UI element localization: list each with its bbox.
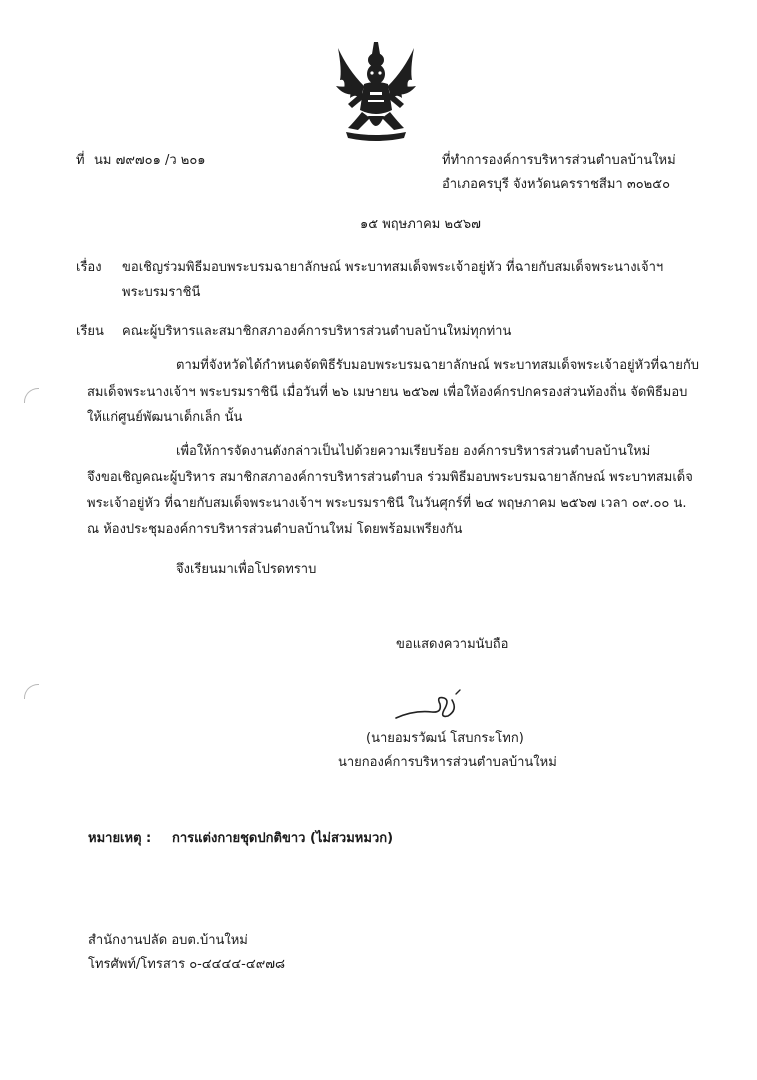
- punch-hole-mark: [24, 684, 39, 699]
- closing-request: จึงเรียนมาเพื่อโปรดทราบ: [176, 562, 317, 577]
- garuda-emblem: [334, 40, 418, 144]
- subject-label: เรื่อง: [76, 260, 102, 275]
- paragraph1-line2: สมเด็จพระนางเจ้าฯ พระบรมราชินี เมื่อวันที่ ๒๖ เมษายน ๒๕๖๗ เพื่อให้องค์กรปกครองส่วนท้องถิ่น จัดพิธีมอบ: [87, 385, 688, 400]
- paragraph1-line3: ให้แก่ศูนย์พัฒนาเด็กเล็ก นั้น: [87, 410, 243, 425]
- subject-line2: พระบรมราชินี: [122, 285, 201, 300]
- paragraph2-line3: พระเจ้าอยู่หัว ที่ฉายกับสมเด็จพระนางเจ้าฯ พระบรมราชินี ในวันศุกร์ที่ ๒๔ พฤษภาคม ๒๕๖๗ เวลา ๐๙.๐๐ น.: [87, 496, 687, 511]
- signer-name: (นายอมรวัฒน์ โสบกระโทก): [366, 731, 524, 746]
- phone-fax: โทรศัพท์/โทรสาร ๐-๔๔๔๔-๔๙๗๘: [88, 957, 286, 972]
- to-label: เรียน: [76, 324, 104, 339]
- signature: [392, 688, 472, 732]
- punch-hole-mark: [24, 388, 39, 403]
- closing-salutation: ขอแสดงความนับถือ: [396, 637, 509, 652]
- department-name: สำนักงานปลัด อบต.บ้านใหม่: [88, 933, 248, 948]
- office-address-line1: ที่ทำการองค์การบริหารส่วนตำบลบ้านใหม่: [442, 153, 676, 168]
- paragraph2-line1: เพื่อให้การจัดงานดังกล่าวเป็นไปด้วยความเรียบร้อย องค์การบริหารส่วนตำบลบ้านใหม่: [176, 444, 651, 459]
- signer-title: นายกองค์การบริหารส่วนตำบลบ้านใหม่: [338, 755, 557, 770]
- reference-number: นม ๗๙๗๐๑ /ว ๒๐๑: [94, 153, 206, 168]
- paragraph2-line4: ณ ห้องประชุมองค์การบริหารส่วนตำบลบ้านใหม่ โดยพร้อมเพรียงกัน: [87, 522, 463, 537]
- note-label: หมายเหตุ :: [88, 831, 152, 846]
- to-recipients: คณะผู้บริหารและสมาชิกสภาองค์การบริหารส่วนตำบลบ้านใหม่ทุกท่าน: [122, 324, 512, 339]
- reference-label: ที่: [76, 153, 85, 168]
- note-text: การแต่งกายชุดปกติขาว (ไม่สวมหมวก): [172, 831, 394, 846]
- paragraph2-line2: จึงขอเชิญคณะผู้บริหาร สมาชิกสภาองค์การบริหารส่วนตำบล ร่วมพิธีมอบพระบรมฉายาลักษณ์ พระบาทสมเด็จ: [87, 470, 693, 485]
- paragraph1-line1: ตามที่จังหวัดได้กำหนดจัดพิธีรับมอบพระบรมฉายาลักษณ์ พระบาทสมเด็จพระเจ้าอยู่หัวที่ฉายกับ: [176, 358, 699, 373]
- office-address-line2: อำเภอครบุรี จังหวัดนครราชสีมา ๓๐๒๕๐: [442, 177, 671, 192]
- subject-line1: ขอเชิญร่วมพิธีมอบพระบรมฉายาลักษณ์ พระบาทสมเด็จพระเจ้าอยู่หัว ที่ฉายกับสมเด็จพระนางเจ้าฯ: [122, 260, 664, 275]
- letter-date: ๑๕ พฤษภาคม ๒๕๖๗: [360, 217, 481, 232]
